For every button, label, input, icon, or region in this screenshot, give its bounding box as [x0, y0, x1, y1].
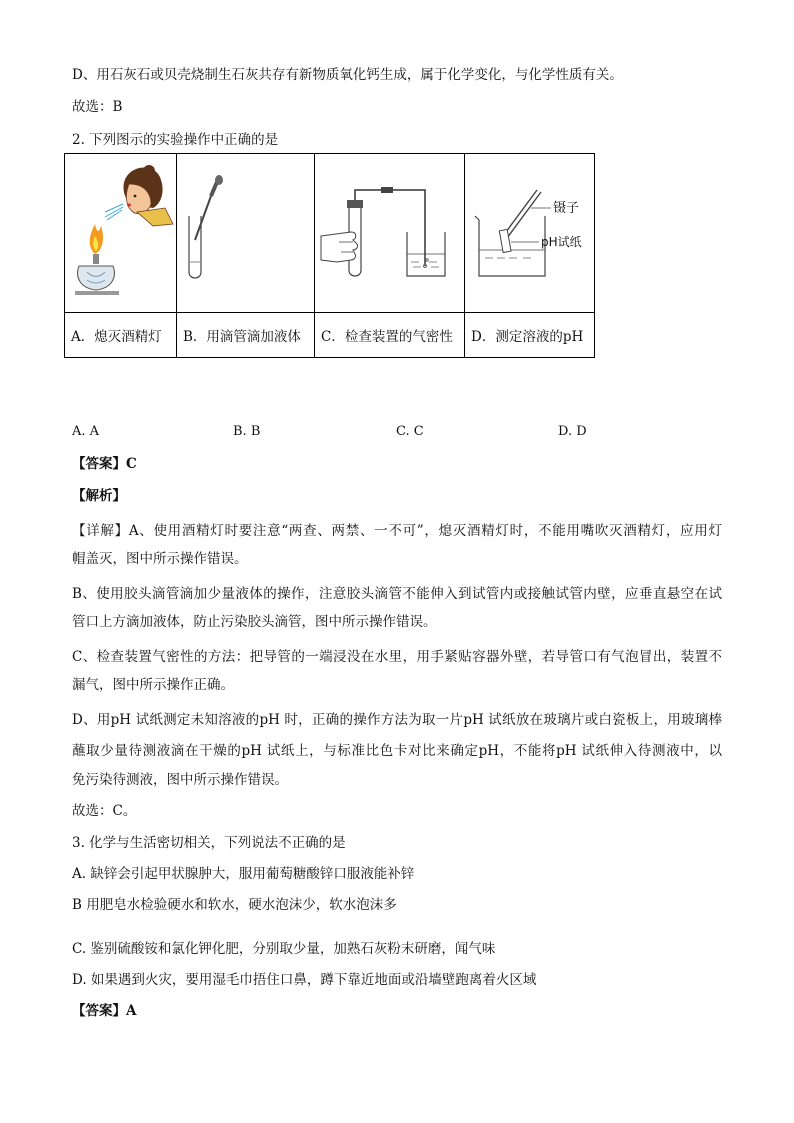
q3-stem: 3. 化学与生活密切相关，下列说法不正确的是	[72, 835, 346, 851]
blow-out-lamp-illustration	[65, 154, 176, 308]
q1-option-d-analysis: D、用石灰石或贝壳烧制生石灰共存有新物质氧化钙生成，属于化学变化，与化学性质有关。	[72, 67, 623, 83]
figure-a	[65, 154, 177, 313]
ph-paper-immersion-illustration	[465, 154, 594, 308]
q3-option-a: A. 缺锌会引起甲状腺肿大，服用葡萄糖酸锌口服液能补锌	[72, 866, 415, 882]
option-b-caption: B．用滴管滴加液体	[177, 313, 315, 358]
airtightness-check-illustration	[315, 154, 464, 308]
option-c-caption: C．检查装置的气密性	[315, 313, 465, 358]
q2-stem: 2. 下列图示的实验操作中正确的是	[72, 132, 279, 148]
q3-option-d: D. 如果遇到火灾，要用湿毛巾捂住口鼻，蹲下靠近地面或沿墙壁跑离着火区域	[72, 972, 537, 988]
figure-c	[315, 154, 465, 313]
detail-line-3: B、使用胶头滴管滴加少量液体的操作，注意胶头滴管不能伸入到试管内或接触试管内壁，应垂直悬空在试	[72, 586, 722, 602]
detail-line-9: 免污染待测液，图中所示操作错误。	[72, 772, 288, 788]
option-a-caption: A．熄灭酒精灯	[65, 313, 177, 358]
q3-option-c: C. 鉴别硫酸铵和氯化钾化肥，分别取少量，加熟石灰粉末研磨，闻气味	[72, 941, 496, 957]
q3-answer	[72, 1002, 136, 1020]
option-d-caption: D．测定溶液的pH	[465, 313, 595, 358]
figure-b	[177, 154, 315, 313]
q3-answer-value: A	[126, 1003, 137, 1019]
detail-line-1: 【详解】A、使用酒精灯时要注意“两查、两禁、一不可”，熄灭酒精灯时，不能用嘴吹灭酒精灯，应用灯	[72, 523, 722, 539]
detail-line-2: 帽盖灭，图中所示操作错误。	[72, 551, 248, 567]
q1-choose: 故选：B	[72, 99, 123, 115]
choice-a: A. A	[72, 424, 100, 439]
ph-paper-label: pH试纸	[541, 235, 582, 249]
detail-line-8: 蘸取少量待测液滴在干燥的pH 试纸上，与标准比色卡对比来确定pH，不能将pH 试纸伸入待测液中，以	[72, 743, 722, 759]
answer-tag: 【答案】	[72, 456, 126, 472]
q2-choose: 故选：C。	[72, 803, 137, 819]
dropper-into-tube-illustration	[177, 154, 314, 308]
choice-c: C. C	[396, 424, 424, 439]
detail-line-5: C、检查装置气密性的方法：把导管的一端浸没在水里，用手紧贴容器外壁，若导管口有气泡冒出，装置不	[72, 649, 722, 665]
q2-figure-table	[64, 153, 595, 358]
choice-d: D. D	[558, 424, 587, 439]
choice-b: B. B	[233, 424, 261, 439]
detail-line-7: D、用pH 试纸测定未知溶液的pH 时，正确的操作方法为取一片pH 试纸放在玻璃片或白瓷板上，用玻璃棒	[72, 712, 722, 728]
detail-line-4: 管口上方滴加液体，防止污染胶头滴管，图中所示操作错误。	[72, 614, 437, 630]
detail-line-6: 漏气，图中所示操作正确。	[72, 677, 234, 693]
q2-answer	[72, 455, 137, 473]
tweezers-label: 镊子	[553, 201, 580, 216]
analysis-tag: 【解析】	[72, 488, 126, 504]
answer-value: C	[126, 456, 137, 472]
q3-option-b: B 用肥皂水检验硬水和软水，硬水泡沫少，软水泡沫多	[72, 897, 397, 913]
figure-d	[465, 154, 595, 313]
q3-answer-tag: 【答案】	[72, 1003, 126, 1019]
